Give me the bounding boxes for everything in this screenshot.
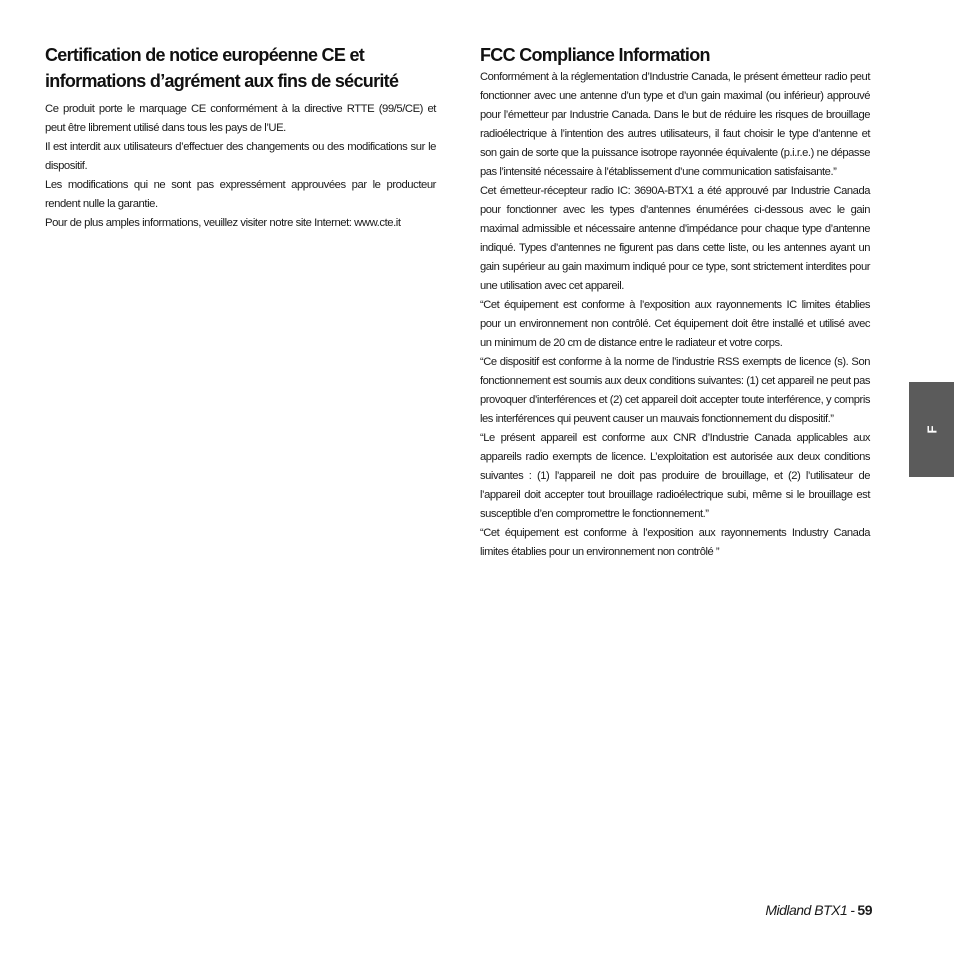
fcc-section-title: FCC Compliance Information (480, 45, 710, 65)
page-number: 59 (857, 902, 872, 918)
fcc-paragraph: Conformément à la réglementation d’Industrie Canada, le présent émetteur radio peut fonctionner avec une antenne d’un type et d’un gain maximal (ou inférieur) approuvé pour l’émetteur par Industrie Canada. Dans le but de réduire les risques de brouillage radioélectrique à l’intention des autres utilisateurs, il faut choisir le type d’antenne et son gain de sorte que la puissance isotrope rayonnée équivalente (p.i.r.e.) ne dépasse pas l’intensité nécessaire à l’établissement d’une communication satisfaisante.” (480, 71, 870, 178)
ce-paragraph: Il est interdit aux utilisateurs d’effectuer des changements ou des modifications sur le dispositif. (45, 141, 436, 172)
fcc-paragraph: “Ce dispositif est conforme à la norme de l’industrie RSS exempts de licence (s). Son fonctionnement est soumis aux deux conditions suivantes: (1) cet appareil ne peut pas provoquer d’interférences et (2) cet appareil doit accepter toute interférence, y compris les interférences qui peuvent causer un mauvais fonctionnement du dispositif.” (480, 356, 870, 425)
fcc-paragraph: “Cet équipement est conforme à l’exposition aux rayonnements Industry Canada limites établies pour un environnement non contrôlé ” (480, 527, 870, 558)
language-tab-letter: F (923, 425, 939, 434)
ce-paragraph: Ce produit porte le marquage CE conformément à la directive RTTE (99/5/CE) et peut être librement utilisé dans tous les pays de l’UE. (45, 103, 436, 134)
page-footer (765, 902, 872, 918)
fcc-paragraph: Cet émetteur-récepteur radio IC: 3690A-BTX1 a été approuvé par Industrie Canada pour fonctionner avec les types d’antennes énumérées ci-dessous avec le gain maximal admissible et nécessaire antenne d’impédance pour chaque type d’antenne indiqué. Types d’antennes ne figurent pas dans cette liste, ou les antennes ayant un gain supérieur au gain maximum indiqué pour ce type, sont strictement interdites pour une utilisation avec cet appareil. (480, 185, 870, 292)
fcc-paragraph: “Cet équipement est conforme à l’exposition aux rayonnements IC limites établies pour un environnement non contrôlé. Cet équipement doit être installé et utilisé avec un minimum de 20 cm de distance entre le radiateur et votre corps. (480, 299, 870, 349)
ce-paragraph: Les modifications qui ne sont pas expressément approuvées par le producteur rendent nulle la garantie. (45, 179, 436, 210)
fcc-section (480, 42, 870, 562)
footer-product-name: Midland BTX1 (765, 902, 848, 918)
ce-section-title: Certification de notice européenne CE et informations d’agrément aux fins de sécurité (45, 45, 399, 91)
ce-paragraph: Pour de plus amples informations, veuillez visiter notre site Internet: www.cte.it (45, 217, 401, 229)
ce-section (45, 42, 436, 233)
fcc-paragraph: “Le présent appareil est conforme aux CNR d’Industrie Canada applicables aux appareils radio exempts de licence. L’exploitation est autorisée aux deux conditions suivantes : (1) l’appareil ne doit pas produire de brouillage, et (2) l’utilisateur de l’appareil doit accepter tout brouillage radioélectrique subi, même si le brouillage est susceptible d’en compromettre le fonctionnement.” (480, 432, 870, 520)
footer-separator: - (850, 902, 855, 918)
language-side-tab (909, 382, 954, 477)
